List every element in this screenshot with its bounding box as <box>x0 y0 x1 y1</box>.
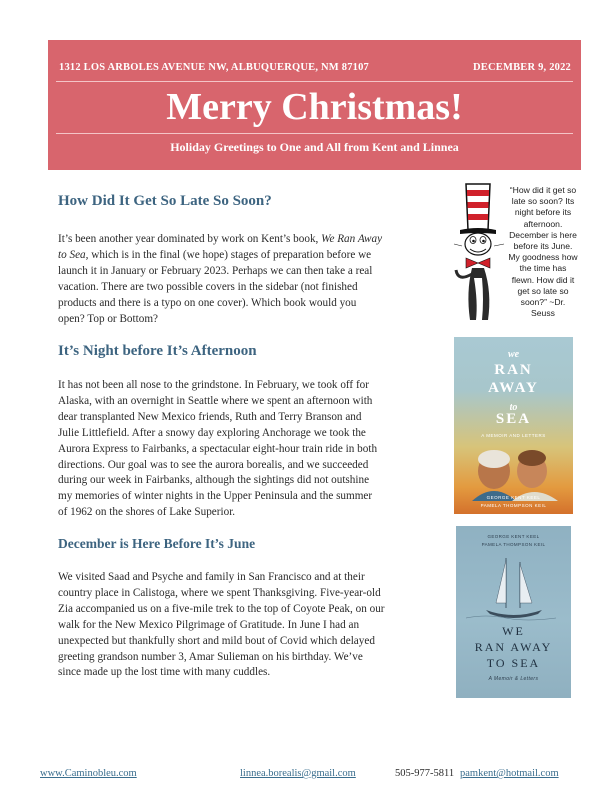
cover2-tagline: A Memoir & Letters <box>488 676 539 682</box>
section-body-december <box>58 570 430 681</box>
paragraph-text: dear transplanted New Mexico friends, Ruth and Terry Branson and <box>58 410 362 423</box>
paragraph-text: walk for the New Mexico Pilgrimage of Gratitude. In June I had an <box>58 618 360 631</box>
paragraph-text: of 1962 on the shores of Lake Superior. <box>58 506 236 519</box>
cat-in-hat-illustration <box>452 182 512 322</box>
seuss-quote: “How did it get so late so soon? Its night before its afternoon. December is here before its June. My goodness how the time has flewn. How did it get so late so soon?” ~Dr. Seuss <box>508 185 578 319</box>
paragraph-text: my memories of winter nights in the Upper Peninsula and the summer <box>58 490 373 503</box>
book-cover-bottom <box>456 526 571 698</box>
cover-title-away: AWAY <box>488 380 539 396</box>
header-divider-top <box>56 81 573 82</box>
paragraph-text: country place in Calistoga, where we spent Thanksgiving. Five-year-old <box>58 586 381 599</box>
paragraph-text: Julie Littlefield. After a snowy day exploring Anchorage we took the <box>58 426 366 439</box>
paragraph-text: open? Top or Bottom? <box>58 312 158 325</box>
cover2-title-ran-away: RAN AWAY <box>474 640 553 654</box>
couple-photo <box>454 441 573 501</box>
cover-title-sea: SEA <box>495 411 532 427</box>
website-link[interactable]: www.Caminobleu.com <box>40 768 137 779</box>
book-title-cont: to Sea, <box>58 248 89 261</box>
paragraph-text: during our week in Fairbanks, although the sightings did not outshine <box>58 474 370 487</box>
header-banner <box>48 40 581 170</box>
letter-date: DECEMBER 9, 2022 <box>473 62 571 73</box>
phone-number: 505-977-5811 <box>395 768 455 779</box>
paragraph-text: greeting grandson number 3, Amar Sulieman on his birthday. We’ve <box>58 650 363 663</box>
paragraph-text: directions. Our goal was to see the aurora borealis, and we succeeded <box>58 458 369 471</box>
cover2-author-2: PAMELA THOMPSON KEIL <box>481 542 546 547</box>
cover-title-we: we <box>507 349 520 360</box>
sailboat-illustration <box>456 548 571 628</box>
section-heading-late: How Did It Get So Late So Soon? <box>58 193 272 209</box>
cover-author-1: GEORGE KENT KEEL <box>486 495 541 500</box>
paragraph-text: Alaska, with an overnight in Seattle where we spent an afternoon with <box>58 394 373 407</box>
cover2-author-1: GEORGE KENT KEEL <box>487 534 540 539</box>
cover2-title-we: WE <box>502 624 525 638</box>
section-body-late <box>58 232 430 327</box>
paragraph-text: It’s been another year dominated by work on Kent’s book, <box>58 233 322 245</box>
paragraph-text: It has not been all nose to the grindstone. In February, we took off for <box>58 379 369 391</box>
header-divider-bottom <box>56 133 573 134</box>
paragraph-text: vacation. There are two possible covers in the sidebar (not finished <box>58 280 358 293</box>
paragraph-text: We visited Saad and Psyche and family in San Francisco and at their <box>58 571 365 583</box>
address: 1312 LOS ARBOLES AVENUE NW, ALBUQUERQUE, NM 87107 <box>59 62 369 73</box>
cover-title-ran: RAN <box>494 362 533 378</box>
cover-author-2: PAMELA THOMPSON KEIL <box>480 503 547 508</box>
paragraph-text: products and there is a typo on one cover). Which book would you <box>58 296 357 309</box>
cover2-title-to-sea: TO SEA <box>486 656 541 670</box>
section-body-night <box>58 378 430 521</box>
email-link-linnea[interactable]: linnea.borealis@gmail.com <box>240 768 356 779</box>
paragraph-text: since made up the lost time with many cuddles. <box>58 666 271 679</box>
paragraph-text: Aurora Express to Fairbanks, a spectacular eight-hour train ride in both <box>58 442 378 455</box>
page-subtitle: Holiday Greetings to One and All from Kent and Linnea <box>170 140 459 154</box>
cover-tagline: A MEMOIR AND LETTERS <box>481 433 546 438</box>
paragraph-text: unexpected but thankfully short and mild bout of Covid which delayed <box>58 634 375 647</box>
email-link-pamkent[interactable]: pamkent@hotmail.com <box>460 768 559 779</box>
section-heading-december: December is Here Before It’s June <box>58 536 256 551</box>
section-heading-night: It’s Night before It’s Afternoon <box>58 343 257 359</box>
paragraph-text: which is in the final (we hope) stages of preparation before we <box>88 248 372 261</box>
paragraph-text: Zia accompanied us on a five-mile trek to the top of Coyote Peak, on our <box>58 602 385 615</box>
cover-title-to: to <box>509 402 518 413</box>
paragraph-text: launch it in January or February 2023. Perhaps we can then take a real <box>58 264 373 277</box>
seuss-quote-image <box>452 182 578 322</box>
book-cover-top <box>454 337 573 514</box>
page-title: Merry Christmas! <box>166 86 463 128</box>
book-title: We Ran Away <box>321 233 383 245</box>
